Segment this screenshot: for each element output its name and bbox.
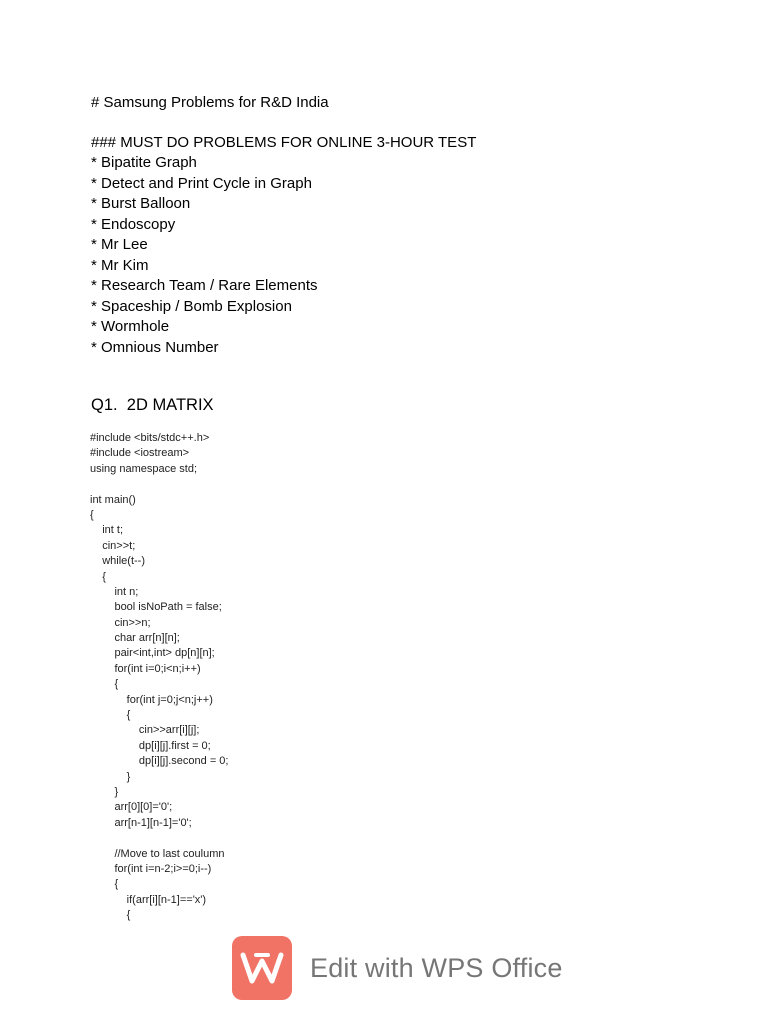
list-item: * Wormhole xyxy=(91,318,170,335)
code-line: { xyxy=(90,570,106,583)
list-item: * Omnious Number xyxy=(91,338,219,356)
code-line: for(int j=0;j<n;j++) xyxy=(90,693,213,706)
question-title: Q1. 2D MATRIX xyxy=(91,396,214,414)
list-item: * Burst Balloon xyxy=(91,195,191,212)
code-line: bool isNoPath = false; xyxy=(90,601,222,614)
code-line: { xyxy=(90,709,131,722)
list-item: * Mr Kim xyxy=(91,256,149,274)
wps-edit-label[interactable]: Edit with WPS Office xyxy=(310,952,563,983)
code-line: cin>>arr[i][j]; xyxy=(90,724,200,737)
code-line: #include <bits/stdc++.h> xyxy=(90,432,210,444)
list-item: * Mr Lee xyxy=(91,236,148,253)
code-line: } xyxy=(90,770,131,783)
problem-list xyxy=(91,153,318,358)
code-line: { xyxy=(90,508,94,521)
list-item: * Endoscopy xyxy=(91,215,176,233)
code-line: int n; xyxy=(90,585,139,598)
code-line: int t; xyxy=(90,524,124,537)
list-item: * Research Team / Rare Elements xyxy=(91,277,318,294)
list-item: * Bipatite Graph xyxy=(91,154,197,171)
code-line: for(int i=n-2;i>=0;i--) xyxy=(90,862,212,875)
code-line: arr[n-1][n-1]='0'; xyxy=(90,816,192,829)
code-line: for(int i=0;i<n;i++) xyxy=(90,662,201,675)
code-line: { xyxy=(90,909,131,922)
code-line: arr[0][0]='0'; xyxy=(90,801,173,814)
code-line: char arr[n][n]; xyxy=(90,632,180,645)
code-line: cin>>n; xyxy=(90,616,151,629)
code-line: } xyxy=(90,785,119,798)
code-line: dp[i][j].first = 0; xyxy=(90,739,211,752)
code-line: if(arr[i][n-1]=='x') xyxy=(90,893,207,906)
code-line: int main() xyxy=(90,493,136,506)
code-line: while(t--) xyxy=(90,555,145,568)
code-line xyxy=(90,831,228,846)
code-line: //Move to last coulumn xyxy=(90,847,225,860)
code-line: dp[i][j].second = 0; xyxy=(90,755,229,768)
code-line xyxy=(90,477,228,492)
code-line: { xyxy=(90,678,119,691)
list-item: * Detect and Print Cycle in Graph xyxy=(91,174,312,192)
code-line: pair<int,int> dp[n][n]; xyxy=(90,647,215,660)
section-heading: ### MUST DO PROBLEMS FOR ONLINE 3-HOUR TEST xyxy=(91,134,477,151)
document-title: # Samsung Problems for R&D India xyxy=(91,94,329,111)
code-line: using namespace std; xyxy=(90,462,198,475)
wps-edit-banner[interactable] xyxy=(232,936,563,1000)
code-line: { xyxy=(90,878,119,891)
wps-office-logo-icon[interactable] xyxy=(232,936,292,1000)
list-item: * Spaceship / Bomb Explosion xyxy=(91,297,292,315)
code-line: cin>>t; xyxy=(90,539,136,552)
code-line: #include <iostream> xyxy=(90,447,190,460)
code-block xyxy=(90,431,228,924)
